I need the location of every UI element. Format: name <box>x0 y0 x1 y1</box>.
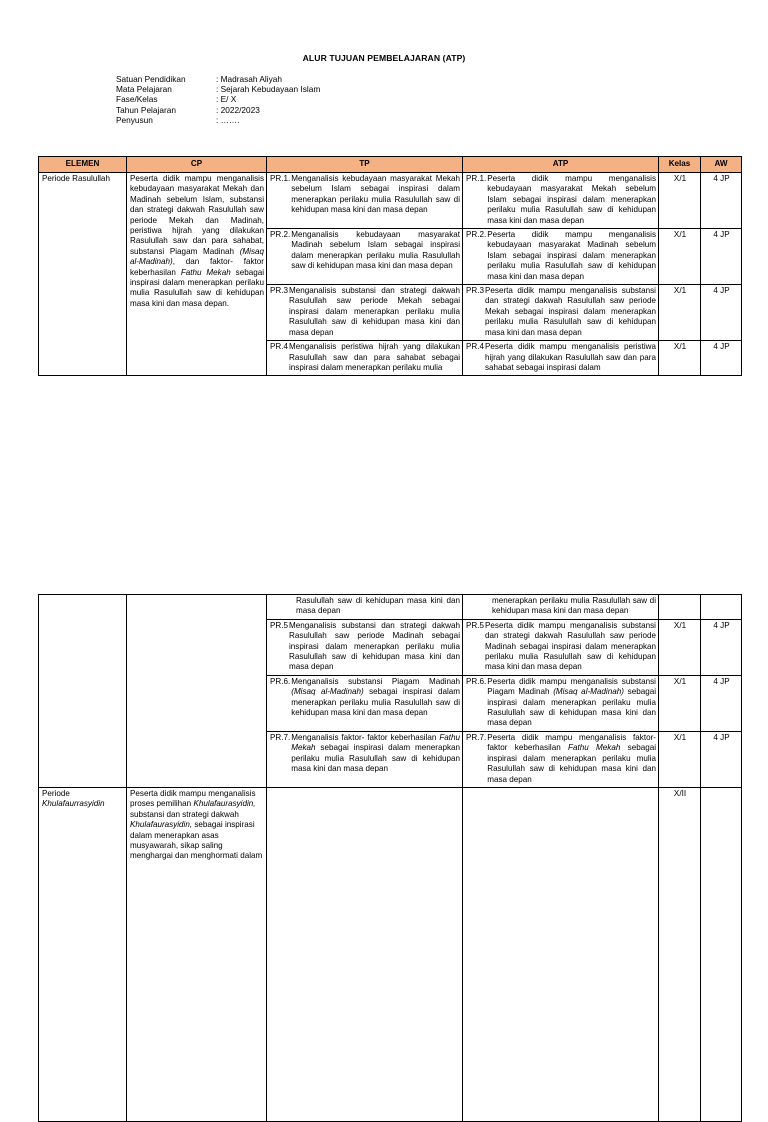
meta-label: Mata Pelajaran <box>116 84 172 95</box>
atp-text <box>487 677 656 729</box>
aw-cell: 4 JP <box>701 341 742 376</box>
tp-text: Menganalisis substansi dan strategi dakwah Rasulullah saw periode Mekah sebagai inspirasi dalam menerapkan perilaku mulia Rasulullah saw di kehidupan masa kini dan masa depan <box>289 286 460 337</box>
table-row-khulafaurrasyidin <box>39 787 742 1121</box>
cp-text: Peserta didik mampu menganalisis kebudayaan masyarakat Mekah dan Madinah sebelum Islam, substansi dan strategi dakwah Rasulullah saw periode Mekah dan Madinah, peristiwa hijrah yang dilakukan Rasulullah saw dan para sahabat, substansi Piagam Madinah <box>130 174 264 256</box>
atp-italic: Fathu Mekah <box>568 743 621 753</box>
tp-italic: Fathu Mekah <box>291 732 461 753</box>
header-cp: CP <box>127 157 267 173</box>
atp-code: PR.1. <box>466 174 487 183</box>
table-row <box>39 595 742 620</box>
meta-value: : E/ X <box>216 94 237 105</box>
tp-text-a: Menganalisis substansi Piagam Madinah <box>291 676 460 686</box>
table-row <box>39 173 742 229</box>
aw-cell: 4 JP <box>701 229 742 285</box>
tp-cell <box>267 787 463 1121</box>
tp-cell <box>267 229 463 285</box>
atp-cell <box>463 675 659 731</box>
aw-cell: 4 JP <box>701 619 742 675</box>
kelas-cell: X/1 <box>659 341 701 376</box>
aw-cell: 4 JP <box>701 675 742 731</box>
header-tp: TP <box>267 157 463 173</box>
atp-code: PR.2. <box>466 230 487 240</box>
meta-label: Penyusun <box>116 114 153 125</box>
cp-text-b: substansi dan strategi dakwah <box>130 809 239 819</box>
tp-cell <box>267 173 463 229</box>
atp-text <box>487 733 656 785</box>
atp-italic: (Misaq al-Madinah) <box>553 687 624 697</box>
atp-text-a: Peserta didik mampu menganalisis substansi Piagam Madinah <box>487 676 656 697</box>
cp-cell-continued <box>127 595 267 788</box>
cp-text-c: sebagai inspirasi dalam menerapkan asas musyawarah, sikap saling menghargai dan menghormati dalam <box>130 820 263 861</box>
header-elemen: ELEMEN <box>39 157 127 173</box>
atp-code: PR.7. <box>466 732 487 742</box>
header-aw: AW <box>701 157 742 173</box>
atp-cell <box>463 787 659 1121</box>
aw-cell: 4 JP <box>701 173 742 229</box>
meta-label: Fase/Kelas <box>116 94 158 105</box>
header-atp: ATP <box>463 157 659 173</box>
cp-italic2: Fathu Mekah <box>180 267 231 277</box>
tp-code: PR.5 <box>270 620 288 630</box>
table-header-row <box>39 157 742 173</box>
atp-cell <box>463 731 659 787</box>
atp-cell-continued <box>463 595 659 620</box>
meta-value: : 2022/2023 <box>216 104 260 115</box>
kelas-cell: X/1 <box>659 285 701 341</box>
atp-code: PR.5 <box>466 620 484 630</box>
meta-value: : ……. <box>216 114 240 125</box>
tp-text-a: Menganalisis faktor- faktor keberhasilan <box>291 732 437 742</box>
atp-cell <box>463 619 659 675</box>
atp-text: Peserta didik mampu menganalisis substansi dan strategi dakwah Rasulullah saw periode Madinah sebagai inspirasi dalam menerapkan perilaku mulia Rasulullah saw di kehidupan masa kini dan masa depan <box>485 620 656 672</box>
atp-cell <box>463 229 659 285</box>
elemen-cell <box>39 787 127 1121</box>
cp-italic1: Khulafaurasyidin, <box>193 799 256 809</box>
atp-code: PR.4 <box>466 342 484 352</box>
meta-row-mapel <box>116 84 320 94</box>
atp-code: PR.3 <box>466 286 484 296</box>
atp-text-a: Peserta didik mampu menganalisis faktor- faktor keberhasilan <box>487 732 656 753</box>
meta-value: : Madrasah Aliyah <box>216 74 282 84</box>
tp-text: Menganalisis kebudayaan masyarakat Mekah sebelum Islam sebagai inspirasi dalam menerapkan perilaku mulia Rasulullah saw di kehidupan masa kini dan masa depan <box>291 174 460 215</box>
kelas-cell: X/1 <box>659 229 701 285</box>
atp-text: menerapkan perilaku mulia Rasulullah saw di kehidupan masa kini dan masa depan <box>492 596 656 616</box>
cp-text-a: Peserta didik mampu menganalisis proses pemilihan <box>130 788 256 809</box>
tp-code: PR.2. <box>270 230 291 240</box>
cp-cell <box>127 787 267 1121</box>
atp-cell <box>463 173 659 229</box>
tp-italic: (Misaq al-Madinah) <box>291 687 364 697</box>
atp-text: Peserta didik mampu menganalisis peristiwa hijrah yang dilakukan Rasulullah saw dan para sahabat sebagai inspirasi dalam <box>485 342 656 372</box>
meta-row-satuan <box>116 74 320 84</box>
tp-code: PR.7. <box>270 732 291 742</box>
tp-cell <box>267 619 463 675</box>
cp-italic: (Misaq al-Madinah) <box>130 246 264 267</box>
tp-code: PR.4 <box>270 342 288 352</box>
kelas-cell: X/II <box>659 787 701 1121</box>
atp-text: Peserta didik mampu menganalisis kebudayaan masyarakat Madinah sebelum Islam sebagai inspirasi dalam menerapkan perilaku mulia Rasulullah saw di kehidupan masa kini dan masa depan <box>487 230 656 281</box>
tp-text: Menganalisis substansi dan strategi dakwah Rasulullah saw periode Madinah sebagai inspirasi dalam menerapkan perilaku mulia Rasulullah saw di kehidupan masa kini dan masa depan <box>289 620 460 672</box>
tp-cell-continued <box>267 595 463 620</box>
aw-cell <box>701 595 742 620</box>
tp-text-b: sebagai inspirasi dalam menerapkan perilaku mulia Rasulullah saw di kehidupan masa kini dan masa depan <box>291 687 460 718</box>
kelas-cell: X/1 <box>659 731 701 787</box>
meta-row-fase <box>116 94 320 104</box>
aw-cell: 4 JP <box>701 731 742 787</box>
meta-value: : Sejarah Kebudayaan Islam <box>216 84 321 95</box>
elemen-cell-continued <box>39 595 127 788</box>
tp-text: Menganalisis peristiwa hijrah yang dilakukan Rasulullah saw dan para sahabat sebagai inspirasi dalam menerapkan perilaku mulia <box>289 342 460 372</box>
atp-table-page2 <box>38 594 742 1122</box>
tp-text: Menganalisis kebudayaan masyarakat Madinah sebelum Islam sebagai inspirasi dalam menerapkan perilaku mulia Rasulullah saw di kehidupan masa kini dan masa depan <box>291 230 460 271</box>
meta-label: Tahun Pelajaran <box>116 104 176 115</box>
meta-row-penyusun <box>116 115 320 125</box>
cp-cell <box>127 173 267 376</box>
elemen-italic: Khulafaurrasyidin <box>42 799 105 809</box>
tp-text <box>291 733 460 775</box>
atp-text: Peserta didik mampu menganalisis kebudayaan masyarakat Mekah sebelum Islam sebagai inspirasi dalam menerapkan perilaku mulia Rasulullah saw di kehidupan masa kini dan masa depan <box>487 174 656 225</box>
cp-italic2: Khulafaurasyidin, <box>130 820 193 830</box>
tp-cell <box>267 731 463 787</box>
tp-cell <box>267 675 463 731</box>
tp-text: Rasulullah saw di kehidupan masa kini dan masa depan <box>296 596 460 616</box>
tp-code: PR.6. <box>270 676 291 686</box>
aw-cell <box>701 787 742 1121</box>
atp-text-b: sebagai inspirasi dalam menerapkan perilaku mulia Rasulullah saw di kehidupan masa kini dan masa depan <box>487 743 656 784</box>
tp-text <box>291 677 460 719</box>
document-title: ALUR TUJUAN PEMBELAJARAN (ATP) <box>302 53 466 63</box>
tp-text-b: sebagai inspirasi dalam menerapkan perilaku mulia Rasulullah saw di kehidupan masa kini dan masa depan <box>291 743 460 774</box>
aw-cell: 4 JP <box>701 285 742 341</box>
atp-table-page1 <box>38 156 742 376</box>
document-meta <box>116 74 320 125</box>
elemen-text: Periode <box>42 788 70 798</box>
kelas-cell: X/1 <box>659 675 701 731</box>
cp-text-mid: , dan faktor- faktor keberhasilan <box>130 257 264 277</box>
tp-cell <box>267 285 463 341</box>
atp-code: PR.6. <box>466 676 487 686</box>
tp-code: PR.1. <box>270 174 291 183</box>
kelas-cell: X/1 <box>659 173 701 229</box>
atp-cell <box>463 285 659 341</box>
meta-label: Satuan Pendidikan <box>116 74 186 84</box>
tp-code: PR.3 <box>270 286 288 296</box>
meta-row-tahun <box>116 105 320 115</box>
atp-text-b: sebagai inspirasi dalam menerapkan perilaku mulia Rasulullah saw di kehidupan masa kini dan masa depan <box>487 687 657 728</box>
elemen-cell: Periode Rasulullah <box>39 173 127 376</box>
atp-cell <box>463 341 659 376</box>
atp-text: Peserta didik mampu menganalisis substansi dan strategi dakwah Rasulullah saw periode Mekah sebagai inspirasi dalam menerapkan perilaku mulia Rasulullah saw di kehidupan masa kini dan masa depan <box>485 286 656 337</box>
kelas-cell <box>659 595 701 620</box>
kelas-cell: X/1 <box>659 619 701 675</box>
cp-text-end: sebagai inspirasi dalam menerapkan perilaku mulia Rasulullah saw di kehidupan masa kini dan masa depan. <box>130 267 265 308</box>
tp-cell <box>267 341 463 376</box>
header-kelas: Kelas <box>659 157 701 173</box>
